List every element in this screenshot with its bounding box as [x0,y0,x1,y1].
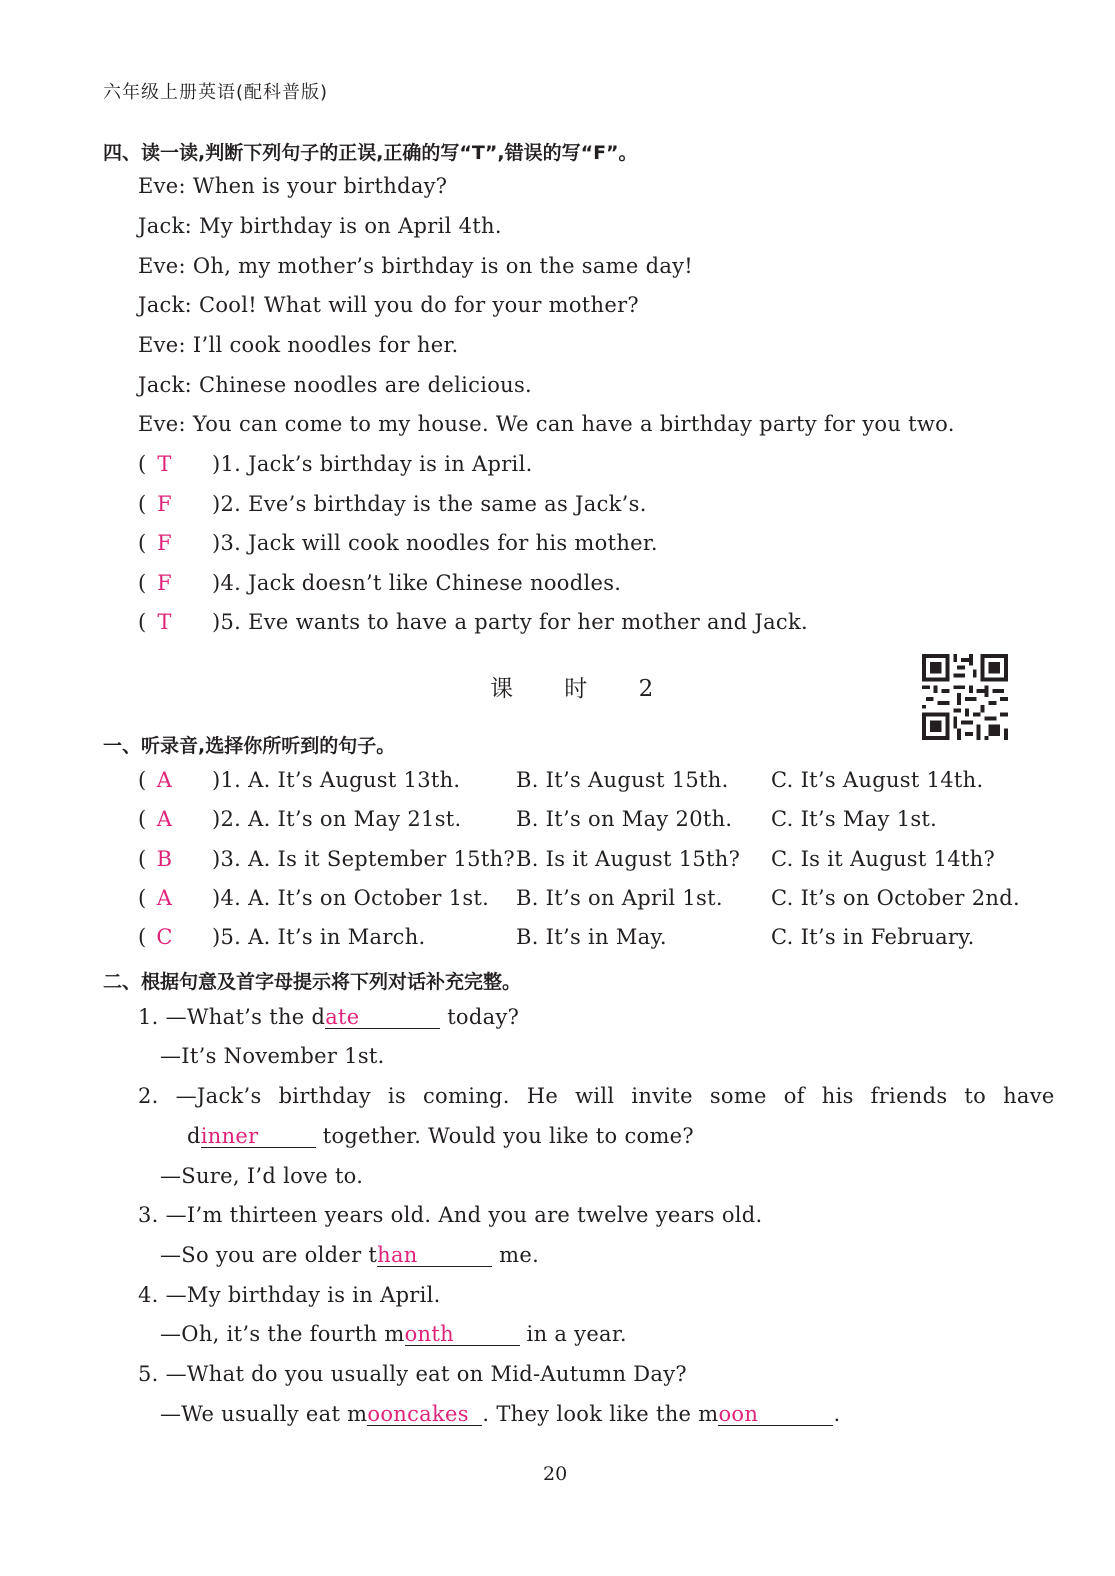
option-b: B. It’s on April 1st. [516,886,723,910]
answer: A [156,807,173,831]
dialogue-line: Jack: Cool! What will you do for your mother? [138,293,639,317]
tf-item-4: ( F )4. Jack doesn’t like Chinese noodles. [138,571,622,595]
option-c: C. Is it August 14th? [771,847,996,871]
fill-q1 [138,1005,519,1029]
question-text: . They look like the m [482,1402,719,1426]
answer: F [157,571,172,595]
tf-item-2: ( F )2. Eve’s birthday is the same as Jack’s. [138,492,647,516]
dialogue-line: Eve: When is your birthday? [138,174,448,198]
fill-q2-line1: 2. —Jack’s birthday is coming. He will invite some of his friends to have [138,1084,1055,1108]
answer-blank: inner [201,1125,316,1148]
fill-q1-reply: —It’s November 1st. [160,1044,385,1068]
option-a: )5. A. It’s in March. [212,925,426,949]
question-text: —Oh, it’s the fourth m [160,1322,405,1346]
question-text: me. [492,1243,540,1267]
answer-blank: onth [405,1323,520,1346]
option-b: B. It’s August 15th. [516,768,729,792]
answer: A [156,768,173,792]
answer: A [156,886,173,910]
item-text: )5. Eve wants to have a party for her mother and Jack. [212,610,808,634]
dialogue-line: Eve: Oh, my mother’s birthday is on the same day! [138,254,694,278]
answer-blank: oon [718,1403,833,1426]
page-number: 20 [543,1463,568,1485]
tf-item-5: ( T )5. Eve wants to have a party for her mother and Jack. [138,610,808,634]
question-text: together. Would you like to come? [315,1124,694,1148]
option-b: B. Is it August 15th? [516,847,741,871]
choice-item-4: ( A )4. A. It’s on October 1st. B. It’s on April 1st. C. It’s on October 2nd. [138,886,1020,910]
item-text: )1. Jack’s birthday is in April. [212,452,533,476]
section-2-title: 二、根据句意及首字母提示将下列对话补充完整。 [103,971,522,993]
fill-q3 [160,1243,539,1267]
fill-q2-reply: —Sure, I’d love to. [160,1164,364,1188]
dialogue-line: Eve: I’ll cook noodles for her. [138,333,459,357]
fill-q4-line1: 4. —My birthday is in April. [138,1283,441,1307]
answer-blank: ooncakes [367,1403,482,1426]
fill-q4 [160,1322,627,1346]
option-c: C. It’s on October 2nd. [771,886,1020,910]
item-text: )4. Jack doesn’t like Chinese noodles. [212,571,622,595]
question-text: —We usually eat m [160,1402,368,1426]
tf-item-3: ( F )3. Jack will cook noodles for his mother. [138,531,658,555]
answer-blank: han [377,1244,492,1267]
option-b: B. It’s on May 20th. [516,807,733,831]
option-a: )2. A. It’s on May 21st. [212,807,462,831]
answer: T [157,610,172,634]
option-c: C. It’s in February. [771,925,975,949]
item-text: )2. Eve’s birthday is the same as Jack’s. [212,492,647,516]
answer: C [156,925,173,949]
question-text: d [187,1124,201,1148]
dialogue-line: Jack: Chinese noodles are delicious. [138,373,533,397]
answer: B [156,847,173,871]
answer-blank: ate [325,1006,440,1029]
answer: T [157,452,172,476]
qr-code[interactable] [921,654,1009,740]
question-text: in a year. [519,1322,627,1346]
dialogue-line: Jack: My birthday is on April 4th. [138,214,502,238]
section-4-title: 四、读一读,判断下列句子的正误,正确的写“T”,错误的写“F”。 [103,142,638,164]
answer: F [157,531,172,555]
fill-q5-line1: 5. —What do you usually eat on Mid-Autumn Day? [138,1362,687,1386]
question-text: . [833,1402,841,1426]
lesson-title: 课 时 2 [490,676,676,702]
choice-item-1: ( A )1. A. It’s August 13th. B. It’s August 15th. C. It’s August 14th. [138,768,984,792]
choice-item-3: ( B )3. A. Is it September 15th? B. Is it August 15th? C. Is it August 14th? [138,847,996,871]
option-a: )3. A. Is it September 15th? [212,847,515,871]
choice-item-2: ( A )2. A. It’s on May 21st. B. It’s on May 20th. C. It’s May 1st. [138,807,938,831]
option-c: C. It’s August 14th. [771,768,984,792]
option-b: B. It’s in May. [516,925,667,949]
option-a: )1. A. It’s August 13th. [212,768,461,792]
section-1-title: 一、听录音,选择你所听到的句子。 [103,735,396,757]
question-text: today? [440,1005,520,1029]
fill-q3-line1: 3. —I’m thirteen years old. And you are twelve years old. [138,1203,763,1227]
option-c: C. It’s May 1st. [771,807,938,831]
page-header: 六年级上册英语(配科普版) [103,82,329,103]
question-text: —So you are older t [160,1243,378,1267]
tf-item-1: ( T )1. Jack’s birthday is in April. [138,452,533,476]
answer: F [157,492,172,516]
choice-item-5: ( C )5. A. It’s in March. B. It’s in May. C. It’s in February. [138,925,975,949]
fill-q5 [160,1402,840,1426]
option-a: )4. A. It’s on October 1st. [212,886,490,910]
item-text: )3. Jack will cook noodles for his mother. [212,531,658,555]
question-text: 1. —What’s the d [138,1005,326,1029]
dialogue-line: Eve: You can come to my house. We can have a birthday party for you two. [138,412,955,436]
fill-q2 [187,1124,694,1148]
